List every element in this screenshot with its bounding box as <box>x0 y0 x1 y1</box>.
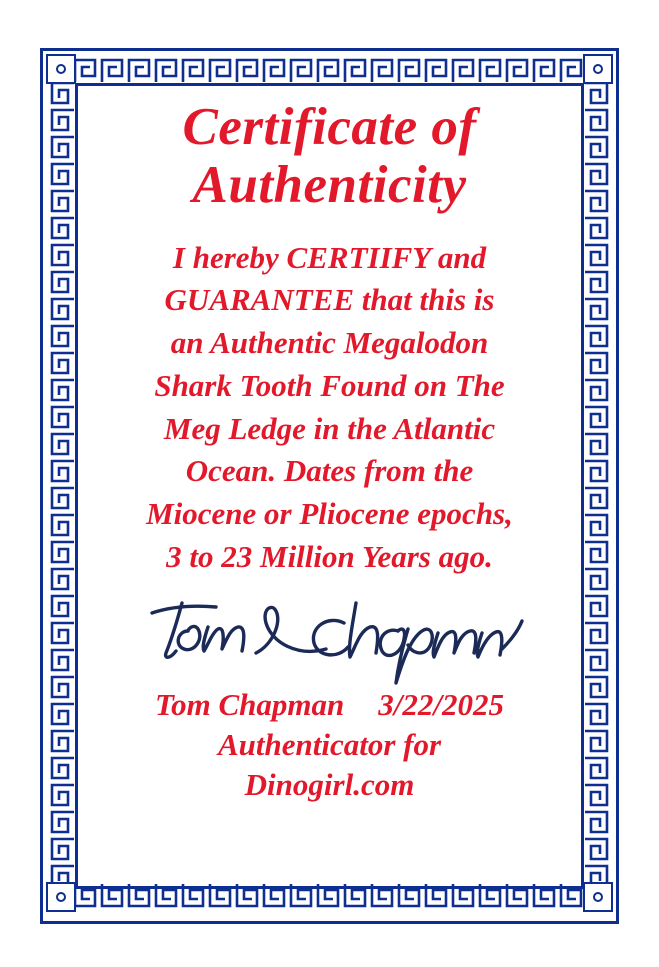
body-line: I hereby CERTIIFY and <box>172 239 487 275</box>
certificate-body <box>80 237 579 579</box>
body-line: Shark Tooth Found on The <box>154 367 505 403</box>
signature-company: Dinogirl.com <box>244 767 415 803</box>
border-corner-bottom-right <box>583 882 613 912</box>
signature-name-and-date <box>80 685 579 725</box>
body-line: 3 to 23 Million Years ago. <box>166 538 493 574</box>
body-line: Ocean. Dates from the <box>185 453 474 489</box>
signature-role: Authenticator for <box>217 727 442 763</box>
greek-key-border-right <box>583 54 613 912</box>
certificate-title-line-2: Authenticity <box>192 156 467 215</box>
greek-key-border-left <box>46 54 76 912</box>
signature-printed-name: Tom Chapman <box>155 686 345 722</box>
border-corner-top-right <box>583 54 613 84</box>
certificate-content <box>80 88 579 884</box>
body-line: Meg Ledge in the Atlantic <box>163 410 496 446</box>
certificate-title <box>80 98 579 215</box>
signature-date: 3/22/2025 <box>378 686 504 722</box>
handwritten-signature <box>80 583 579 691</box>
border-corner-bottom-left <box>46 882 76 912</box>
border-corner-top-left <box>46 54 76 84</box>
greek-key-border-top <box>46 54 613 84</box>
certificate-title-line-1: Certificate of <box>182 98 477 156</box>
greek-key-border-bottom <box>46 882 613 912</box>
body-line: Miocene or Pliocene epochs, <box>146 496 513 532</box>
body-line: GUARANTEE that this is <box>164 282 495 318</box>
body-line: an Authentic Megalodon <box>170 325 489 361</box>
